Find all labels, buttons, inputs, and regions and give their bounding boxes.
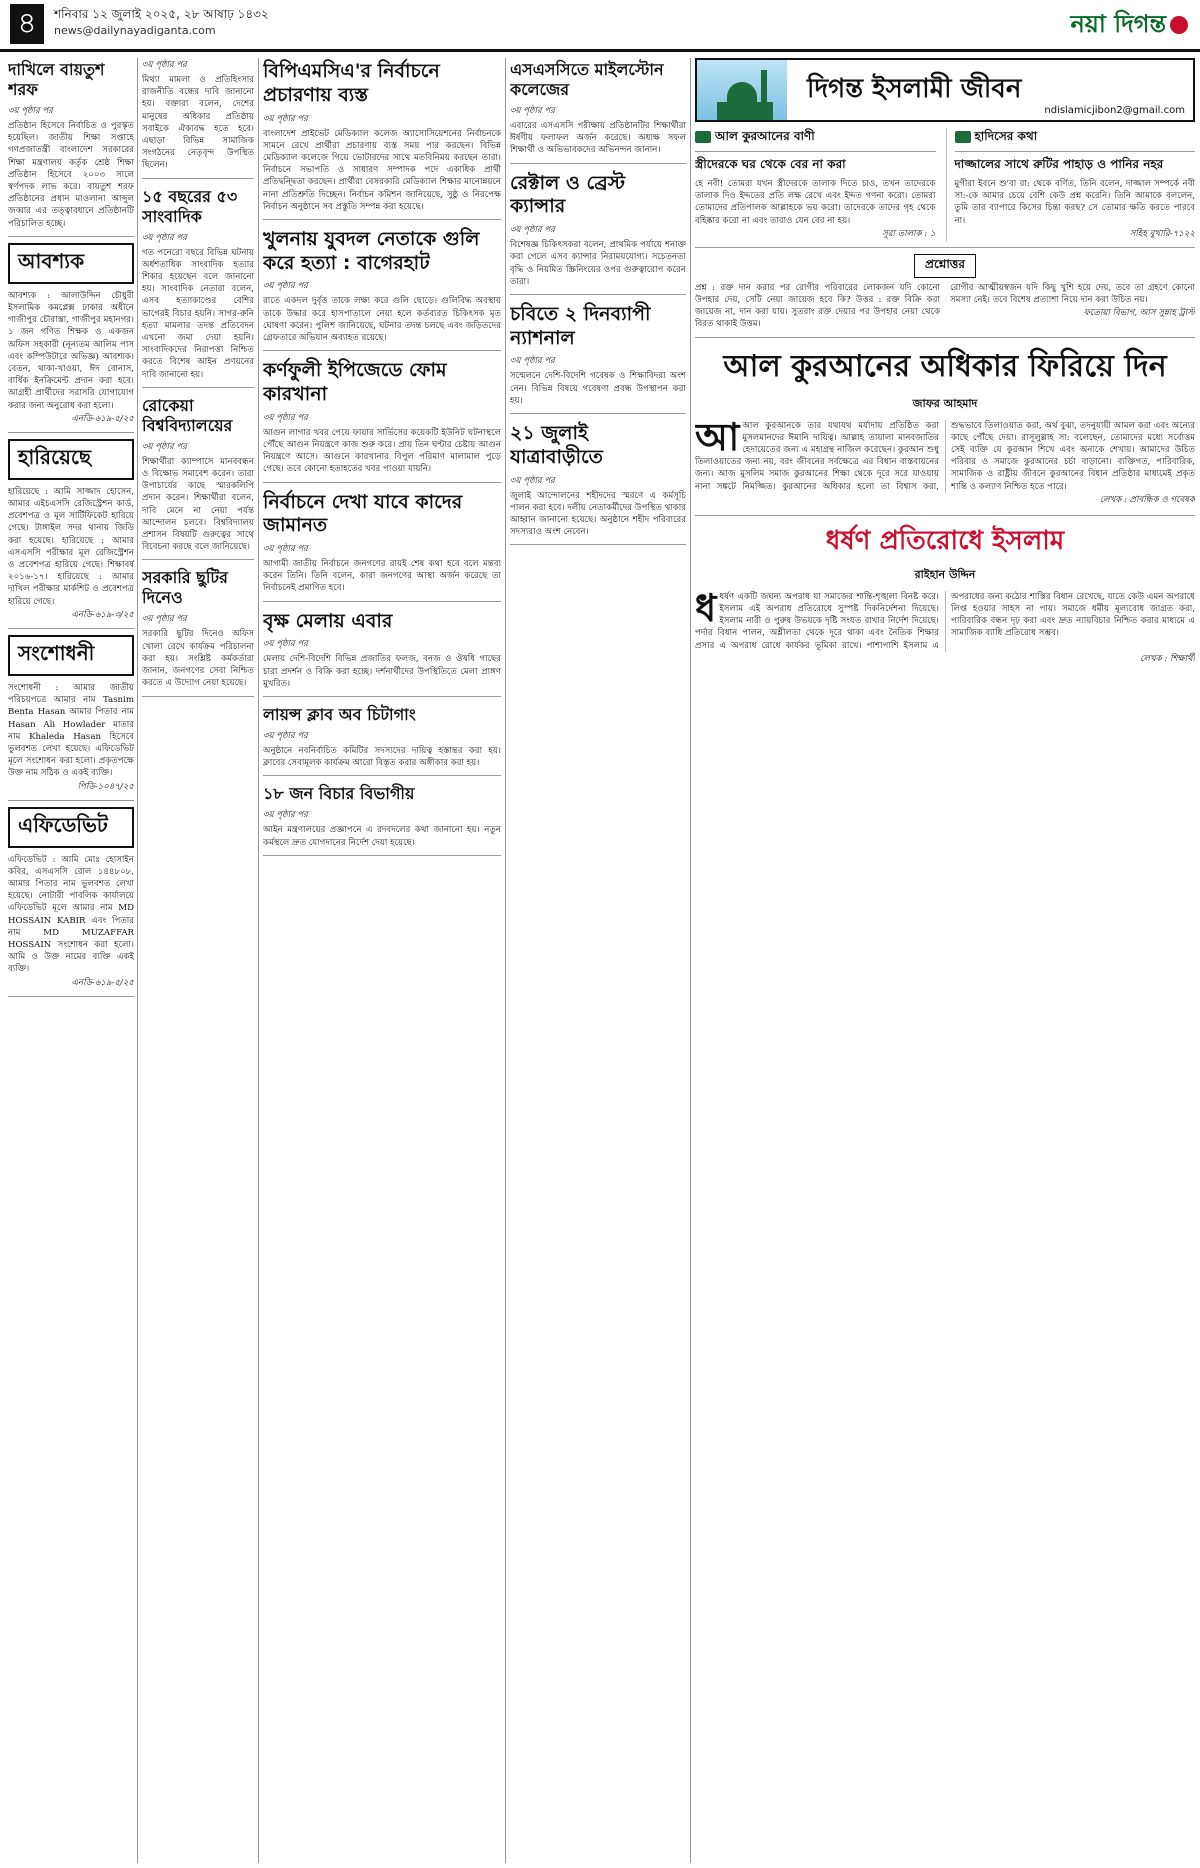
page-header: [0, 0, 1200, 52]
qa-label: প্রশ্নোত্তর: [914, 254, 976, 278]
qa-second: [950, 282, 1195, 331]
article-body: অনুষ্ঠানে নবনির্বাচিত কমিটির সদস্যদের দায়িত্ব হস্তান্তর করা হয়। ক্লাবের সেবামূলক কার্যক্রম আরো বিস্তৃত করার অঙ্গীকার করা হয়।: [263, 746, 501, 769]
column-2: [142, 58, 254, 1863]
notice-body: সংশোধনী : আমার জাতীয় পরিচয়পত্রে আমার নাম Tasnim Benta Hasan আমার পিতার নাম Hasan Ali Howlader মাতার নাম Khaleda Hasan হিসেবে ভুলবশত লেখা হয়েছে। এফিডেভিট মূলে সংশোধন করা হলো। প্রকৃতপক্ষে উক্ত নাম সঠিক ও একই ব্যক্তি।: [8, 682, 134, 779]
column-divider: [505, 58, 506, 1863]
qa-body: প্রশ্ন : রক্ত দান করার পর রোগীর পরিবারের লোকজন যদি কোনো উপহার দেয়, সেটি নেয়া জায়েজ হবে কি? উত্তর : রক্ত বিক্রি করা জায়েজ না, দান করা যায়। সুতরাং রক্ত দেয়ার পর উপহার নেয়া থেকে বিরত থাকাই উত্তম।: [695, 282, 940, 330]
feature2-body: ধধর্ষণ একটি জঘন্য অপরাধ যা সমাজের শান্তি-শৃঙ্খলা বিনষ্ট করে। ইসলাম এই অপরাধ প্রতিরোধে সুস্পষ্ট দিকনির্দেশনা দিয়েছে। ইসলাম নারী ও পুরুষ উভয়কে দৃষ্টি সংযত রাখার নির্দেশ দিয়েছে। পর্দার বিধান পালন, অশ্লীলতা থেকে দূরে থাকা এবং নৈতিক শিক্ষার প্রসার এ অপরাধ রোধে কার্যকর ভূমিকা রাখে। পাশাপাশি ইসলাম এ অপরাধের জন্য কঠোর শাস্তির বিধান রেখেছে, যাতে কেউ এমন অপরাধে লিপ্ত হওয়ার সাহস না পায়। সমাজে ধর্মীয় মূল্যবোধ জাগ্রত করা, পারিবারিক বন্ধন দৃঢ় করা এবং দ্রুত ন্যায়বিচার নিশ্চিত করার মাধ্যমে এ সামাজিক ব্যাধি প্রতিরোধ সম্ভব।: [695, 584, 1195, 651]
feature-title[interactable]: আল কুরআনের অধিকার ফিরিয়ে দিন: [723, 348, 1167, 384]
notice-label: সংশোধনী: [8, 635, 134, 676]
continuation-label: ৩য় পৃষ্ঠার পর: [263, 731, 308, 742]
article: [263, 58, 501, 220]
dropcap: ধ: [695, 584, 717, 630]
article-title[interactable]: সরকারি ছুটির দিনেও: [142, 568, 228, 608]
article: [263, 226, 501, 351]
article: [510, 301, 686, 414]
article: [510, 170, 686, 295]
notice-ref: এনডি-৬১৯-৫/২৫: [71, 977, 134, 988]
article-title[interactable]: ১৫ বছরের ৫৩ সাংবাদিক: [142, 186, 238, 226]
newspaper-logo: নয়া দিগন্ত: [1070, 6, 1188, 46]
hadith-title: দাজ্জালের সাথে রুটির পাহাড় ও পানির নহর: [954, 157, 1164, 171]
article-title[interactable]: লায়ন্স ক্লাব অব চিটাগাং: [263, 705, 416, 725]
section-title: দিগন্ত ইসলামী জীবন: [807, 74, 1022, 104]
article-body: মিথ্যা মামলা ও প্রতিহিংসার রাজনীতি বন্ধের দাবি জানানো হয়। বক্তারা বলেন, দেশের মানুষের অধিকার প্রতিষ্ঠায় সবাইকে ঐক্যবদ্ধ হতে হবে। এছাড়া বিভিন্ন সামাজিক সংগঠনের নেতৃবৃন্দ উপস্থিত ছিলেন।: [142, 75, 254, 171]
feature-sign: লেখক : প্রাবন্ধিক ও গবেষক: [1099, 494, 1195, 505]
continuation-label: ৩য় পৃষ্ঠার পর: [263, 412, 308, 423]
feature-body: আআল কুরআনকে তার যথাযথ মর্যাদায় প্রতিষ্ঠিত করা মুসলমানদের ঈমানি দায়িত্ব। আল্লাহ তায়ালা মানবজাতির হেদায়েতের জন্য এ মহাগ্রন্থ নাজিল করেছেন। কুরআন শুধু তিলাওয়াতের জন্য নয়, বরং জীবনের সর্বক্ষেত্রে এর বিধান বাস্তবায়নের জন্য। আজ মুসলিম সমাজ কুরআনের শিক্ষা থেকে দূরে সরে যাওয়ায় নানা সঙ্কটে নিমজ্জিত। কুরআনের অধিকার হলো তা বিশ্বাস করা, শুদ্ধভাবে তিলাওয়াত করা, অর্থ বুঝা, তদনুযায়ী আমল করা এবং অন্যের কাছে পৌঁছে দেয়া। রাসূলুল্লাহ সা: বলেছেন, তোমাদের মধ্যে সর্বোত্তম সেই ব্যক্তি যে কুরআন শিখে এবং অন্যকে শেখায়। আমাদের উচিত পরিবার ও সমাজে কুরআনের চর্চা বাড়ানো। ব্যক্তিগত, পারিবারিক, সামাজিক ও রাষ্ট্রীয় জীবনে কুরআনের বিধান প্রতিষ্ঠার মাধ্যমেই প্রকৃত শান্তি ও কল্যাণ নিশ্চিত হতে পারে।: [695, 413, 1195, 492]
feature-article-2: [695, 520, 1195, 666]
article-title[interactable]: কর্ণফুলী ইপিজেডে ফোম কারখানা: [263, 359, 447, 405]
continuation-label: ৩য় পৃষ্ঠার পর: [142, 614, 187, 625]
article-title[interactable]: বিপিএমসিএ'র নির্বাচনে প্রচারণায় ব্যস্ত: [263, 60, 440, 106]
feature2-sign: লেখক : শিক্ষার্থী: [1140, 653, 1195, 664]
article-body: বাংলাদেশ প্রাইভেট মেডিক্যাল কলেজ অ্যাসোসিয়েশনের নির্বাচনকে সামনে রেখে প্রার্থীরা প্রচারণায় ব্যস্ত সময় পার করছেন। বিভিন্ন মেডিক্যাল কলেজে গিয়ে ভোটারদের সাথে মতবিনিময় করছেন তারা। নির্বাচনে সভাপতি ও সাধারণ সম্পাদক পদে একাধিক প্রার্থী প্রতিদ্বন্দ্বিতা করছেন। প্রার্থীরা বেসরকারি মেডিক্যাল শিক্ষার মানোন্নয়নে নানা প্রতিশ্রুতি দিচ্ছেন। নির্বাচন কমিশন জানিয়েছে, সুষ্ঠু ও নিরপেক্ষ নির্বাচন অনুষ্ঠানে সব প্রস্তুতি সম্পন্ন করা হয়েছে।: [263, 128, 501, 212]
hadith-body: মুগীরা ইবনে শু'বা রা: থেকে বর্ণিত, তিনি বলেন, দাজ্জাল সম্পর্কে নবী সা:-কে আমার চেয়ে বেশি কেউ প্রশ্ন করেনি। তিনি আমাকে বললেন, তুমি তার ব্যাপারে কিসের চিন্তা করছ? সে তোমার ক্ষতি করতে পারবে না।: [954, 179, 1195, 226]
article: [8, 58, 134, 237]
qa-content: [695, 282, 1195, 331]
hadith-box: [946, 128, 1196, 241]
notice-ref: পিডি-১০৪৭/২৫: [77, 781, 134, 792]
notice-ref: এনডি-৬১৯-৫/২৫: [71, 413, 134, 424]
notice-body: হারিয়েছে : আমি সাজ্জাদ হোসেন, আমার এইচএসসি রেজিস্ট্রেশন কার্ড, প্রবেশপত্র ও মূল সার্টিফিকেট হারিয়ে গেছে। টাঙ্গাইল সদর থানায় জিডি করা হয়েছে। হারিয়েছে : আমার এসএসসি পরীক্ষার মূল রেজিস্ট্রেশন ও প্রবেশপত্র হারিয়ে গেছে। শিক্ষাবর্ষ ২০১৬-১৭। হারিয়েছে : আমার দাখিল পরীক্ষার মার্কশিট ও প্রবেশপত্র হারিয়ে গেছে।: [8, 486, 134, 607]
notice-label: হারিয়েছে: [8, 439, 134, 480]
article-body: আগুন লাগার খবর পেয়ে ফায়ার সার্ভিসের কয়েকটি ইউনিট ঘটনাস্থলে পৌঁছে আগুন নিয়ন্ত্রণে কাজ শুরু করে। প্রায় তিন ঘণ্টার চেষ্টায় আগুন নিয়ন্ত্রণে আসে। আগুনে কারখানার বিপুল পরিমাণ মালামাল পুড়ে গেছে। তবে কোনো হতাহতের খবর পাওয়া যায়নি।: [263, 427, 501, 475]
continuation-label: ৩য় পৃষ্ঠার পর: [510, 225, 555, 236]
notice-label: আবশ্যক: [8, 243, 134, 284]
continuation-label: ৩য় পৃষ্ঠার পর: [510, 356, 555, 367]
column-4: [510, 58, 686, 1863]
quran-body: হে নবী! তোমরা যখন স্ত্রীদেরকে তালাক দিতে চাও, তখন তাদেরকে তালাক দিও ইদ্দতের প্রতি লক্ষ রেখে এবং ইদ্দত গণনা করো। তোমরা তোমাদের প্রতিপালক আল্লাহকে ভয় করো। তাদেরকে তাদের গৃহ থেকে বহিষ্কার করো না এবং তারাও যেন বের না হয়।: [695, 179, 936, 226]
continuation-label: ৩য় পৃষ্ঠার পর: [263, 639, 308, 650]
article-body: বিশেষজ্ঞ চিকিৎসকরা বলেন, প্রাথমিক পর্যায়ে শনাক্ত করা গেলে এসব ক্যান্সার নিরাময়যোগ্য। সচেতনতা বৃদ্ধি ও নিয়মিত স্ক্রিনিংয়ের ওপর গুরুত্বারোপ করেন তারা।: [510, 240, 686, 287]
article-body: সরকারি ছুটির দিনেও অফিস খোলা রেখে কার্যক্রম পরিচালনা করা হয়। সংশ্লিষ্ট কর্মকর্তারা জানান, জনগণের সেবা নিশ্চিত করতে এ উদ্যোগ নেয়া হয়েছে।: [142, 629, 254, 689]
feature-author: জাফর আহমাদ: [912, 396, 978, 410]
column-1: [8, 58, 134, 1863]
continuation-label: ৩য় পৃষ্ঠার পর: [263, 544, 308, 555]
hadith-ref: সহিহ বুখারি-৭১২২: [1129, 228, 1195, 239]
article: [142, 566, 254, 696]
article-title[interactable]: খুলনায় যুবদল নেতাকে গুলি করে হত্যা : বাগেরহাট: [263, 227, 480, 274]
notice: [8, 290, 134, 433]
book-icon: [695, 131, 711, 143]
article-title[interactable]: ২১ জুলাই যাত্রাবাড়ীতে: [510, 422, 603, 468]
article: [263, 782, 501, 855]
mosque-icon: [697, 60, 787, 120]
continuation-label: ৩য় পৃষ্ঠার পর: [8, 106, 53, 116]
quran-hadith-row: [695, 128, 1195, 248]
continuation-label: ৩য় পৃষ্ঠার পর: [510, 106, 555, 116]
article-title[interactable]: নির্বাচনে দেখা যাবে কাদের জামানত: [263, 490, 463, 537]
article: [510, 420, 686, 545]
article: [263, 489, 501, 602]
hadith-tab: হাদিসের কথা: [955, 128, 1196, 152]
logo-mark-icon: [1170, 16, 1188, 34]
column-3: [263, 58, 501, 1863]
qa-ref: ফতোয়া বিভাগ, আস সুন্নাহ ট্রাস্ট: [1083, 308, 1195, 319]
notice-ref: এনডি-৬১৯-৩/২৫: [71, 609, 134, 620]
article-body: রাতে একদল দুর্বৃত্ত তাকে লক্ষ্য করে গুলি ছোড়ে। গুলিবিদ্ধ অবস্থায় তাকে উদ্ধার করে হাসপাতালে নেয়া হলে কর্তব্যরত চিকিৎসক মৃত ঘোষণা করেন। পুলিশ জানিয়েছে, ঘটনার তদন্ত চলছে এবং জড়িতদের গ্রেফতারে অভিযান অব্যাহত রয়েছে।: [263, 296, 501, 344]
column-divider: [137, 58, 138, 1863]
section-email[interactable]: ndislamicjibon2@gmail.com: [1044, 105, 1185, 116]
article: [142, 394, 254, 561]
article-title[interactable]: ১৮ জন বিচার বিভাগীয়: [263, 784, 415, 804]
article: [510, 58, 686, 164]
article-title[interactable]: এসএসসিতে মাইলস্টোন কলেজের: [510, 60, 664, 99]
quran-box: [695, 128, 936, 241]
continuation-label: ৩য় পৃষ্ঠার পর: [263, 810, 308, 821]
notice-label: এফিডেভিট: [8, 807, 134, 848]
article-body: এবারের এসএসসি পরীক্ষায় প্রতিষ্ঠানটির শিক্ষার্থীরা ঈর্ষণীয় ফলাফল অর্জন করেছে। অধ্যক্ষ সফল শিক্ষার্থী ও অভিভাবকদের অভিনন্দন জানান।: [510, 121, 686, 156]
article-body: প্রতিষ্ঠান হিসেবে নির্বাচিত ও পুরস্কৃত হয়েছিল। জাতীয় শিক্ষা সপ্তাহে গণপ্রজাতন্ত্রী বাংলাদেশ সরকারের শিক্ষা মন্ত্রণালয় কর্তৃক শ্রেষ্ঠ শিক্ষা প্রতিষ্ঠান হিসেবে ২০০৩ সালে স্বর্ণপদক লাভ করে। বায়তুশ শরফ প্রতিষ্ঠানের প্রধান মাওলানা আব্দুল জব্বার এর তত্ত্বাবধানে প্রতিষ্ঠানটি পরিচালিত হচ্ছে।: [8, 121, 134, 229]
continuation-label: ৩য় পৃষ্ঠার পর: [142, 441, 187, 452]
article-body: মেলায় দেশি-বিদেশি বিভিন্ন প্রজাতির ফলজ, বনজ ও ঔষধি গাছের চারা প্রদর্শন ও বিক্রি করা হচ্ছে। দর্শনার্থীদের উপস্থিতিতে মেলা প্রাঙ্গণ মুখরিত।: [263, 654, 501, 689]
article-title[interactable]: রেক্টাল ও ব্রেস্ট ক্যান্সার: [510, 171, 625, 218]
article-body: শিক্ষার্থীরা ক্যাম্পাসে মানববন্ধন ও বিক্ষোভ সমাবেশ করেন। তারা উপাচার্যের কাছে স্মারকলিপি প্রদান করেন। শিক্ষার্থীরা বলেন, দাবি মেনে না নেয়া পর্যন্ত আন্দোলন চলবে। বিশ্ববিদ্যালয় প্রশাসন বিষয়টি গুরুত্বের সাথে বিবেচনা করছে বলে জানিয়েছে।: [142, 456, 254, 553]
article-body: জুলাই আন্দোলনের শহীদদের স্মরণে এ কর্মসূচি পালন করা হবে। দলীয় নেতাকর্মীদের উপস্থিত থাকার আহ্বান জানানো হয়েছে। অনুষ্ঠানে শহীদ পরিবারের সদস্যরাও অংশ নেবেন।: [510, 490, 686, 538]
article-title[interactable]: চবিতে ২ দিনব্যাপী ন্যাশনাল: [510, 302, 651, 349]
article-body: আগামী জাতীয় নির্বাচনে জনগণের রায়ই শেষ কথা হবে বলে মন্তব্য করেন তিনি। তিনি বলেন, কারা জনগণের আস্থা অর্জন করেছে তা নির্বাচনেই প্রমাণিত হবে।: [263, 559, 501, 594]
dropcap: আ: [695, 413, 740, 459]
article: [142, 185, 254, 388]
article-title[interactable]: রোকেয়া বিশ্ববিদ্যালয়ের: [142, 395, 233, 435]
qa-box: [695, 248, 1195, 338]
continuation-label: ৩য় পৃষ্ঠার পর: [142, 60, 187, 70]
islamic-section-banner: [695, 58, 1195, 122]
notice-body: আবশ্যক : আলাউদ্দিন চৌধুরী ইসলামিক কমপ্লেক্স ঢাকার অধীনে গাজীপুর চৌরাস্তা, গাজীপুর মহানগর। ১ জন গণিত শিক্ষক ও একজন অফিস সহকারী (নূন্যতম আলিম পাস এবং কম্পিউটারে অভিজ্ঞ) আবশ্যক। বেতন, থাকা-খাওয়া, ঈদ বোনাস, বার্ষিক ইনক্রিমেন্ট প্রদান করা হবে। আগ্রহী প্রার্থীদের সরাসরি যোগাযোগ করার জন্য অনুরোধ করা হলো।: [8, 290, 134, 411]
quran-title: স্ত্রীদেরকে ঘর থেকে বের না করা: [695, 157, 846, 171]
lamp-icon: [955, 131, 971, 143]
article-title[interactable]: বৃক্ষ মেলায় এবার: [263, 609, 393, 632]
article-body: সম্মেলনে দেশি-বিদেশি গবেষক ও শিক্ষাবিদরা অংশ নেন। বিভিন্ন বিষয়ে গবেষণা প্রবন্ধ উপস্থাপন করা হয়।: [510, 371, 686, 406]
continuation-label: ৩য় পৃষ্ঠার পর: [142, 232, 187, 243]
article-title[interactable]: দাখিলে বায়তুশ শরফ: [8, 60, 105, 99]
column-divider: [258, 58, 259, 1863]
quran-tab: আল কুরআনের বাণী: [695, 128, 936, 152]
page-date: শনিবার ১২ জুলাই ২০২৫, ২৮ আষাঢ় ১৪৩২: [54, 7, 269, 21]
continuation-label: ৩য় পৃষ্ঠার পর: [263, 113, 308, 124]
notice: [8, 854, 134, 997]
continuation-label: ৩য় পৃষ্ঠার পর: [263, 281, 308, 292]
article: [263, 357, 501, 482]
notice: [8, 682, 134, 801]
article-body: আইন মন্ত্রণালয়ের প্রজ্ঞাপনে এ রদবদলের কথা জানানো হয়। নতুন কর্মস্থলে দ্রুত যোগদানের নির্দেশ দেয়া হয়েছে।: [263, 825, 501, 848]
article: [263, 608, 501, 697]
notice-body: এফিডেভিট : আমি মোঃ হোসাইন কবির, এসএসসি রোল ১৪৪৮০৮, আমার পিতার নাম ভুলবশত লেখা হয়েছে। নোটারী পাবলিক কার্যালয়ে এফিডেভিট মূলে আমার নাম MD HOSSAIN KABIR এবং পিতার নাম MD MUZAFFAR HOSSAIN সংশোধন করা হলো। আমি ও উক্ত নামের ব্যক্তি একই ব্যক্তি।: [8, 854, 134, 975]
quran-ref: সূরা তালাক : ১: [882, 228, 936, 239]
continuation-label: ৩য় পৃষ্ঠার পর: [510, 475, 555, 486]
article-body: গত পনেরো বছরে বিভিন্ন ঘটনায় অর্ধশতাধিক সাংবাদিক হত্যার শিকার হয়েছেন বলে জানানো হয়। সাংবাদিক নেতারা বলেন, এসব হত্যাকাণ্ডের বেশির ভাগেরই বিচার হয়নি। সাগর-রুনি হত্যা মামলার তদন্ত প্রতিবেদন এখনো জমা দেয়া হয়নি। সাংবাদিকদের নিরাপত্তা নিশ্চিত করতে বিশেষ আইন প্রণয়নের দাবি জানানো হয়।: [142, 247, 254, 380]
notice: [8, 486, 134, 629]
feature-article: [695, 342, 1195, 516]
page-email[interactable]: news@dailynayadiganta.com: [54, 24, 216, 37]
qa-body-2: রোগীর আত্মীয়স্বজন যদি কিছু খুশি হয়ে দেয়, তবে তা গ্রহণে কোনো সমস্যা নেই। তবে বিশেষ প্রত্যাশা নিয়ে দান করা উচিত নয়।: [950, 282, 1195, 306]
article: [263, 703, 501, 776]
page-number: ৪: [10, 4, 44, 44]
article: [142, 58, 254, 179]
islamic-section: [695, 128, 1195, 1863]
column-divider: [690, 58, 691, 1863]
feature2-author: রাইহান উদ্দিন: [914, 567, 976, 581]
feature2-title[interactable]: ধর্ষণ প্রতিরোধে ইসলাম: [825, 525, 1065, 556]
